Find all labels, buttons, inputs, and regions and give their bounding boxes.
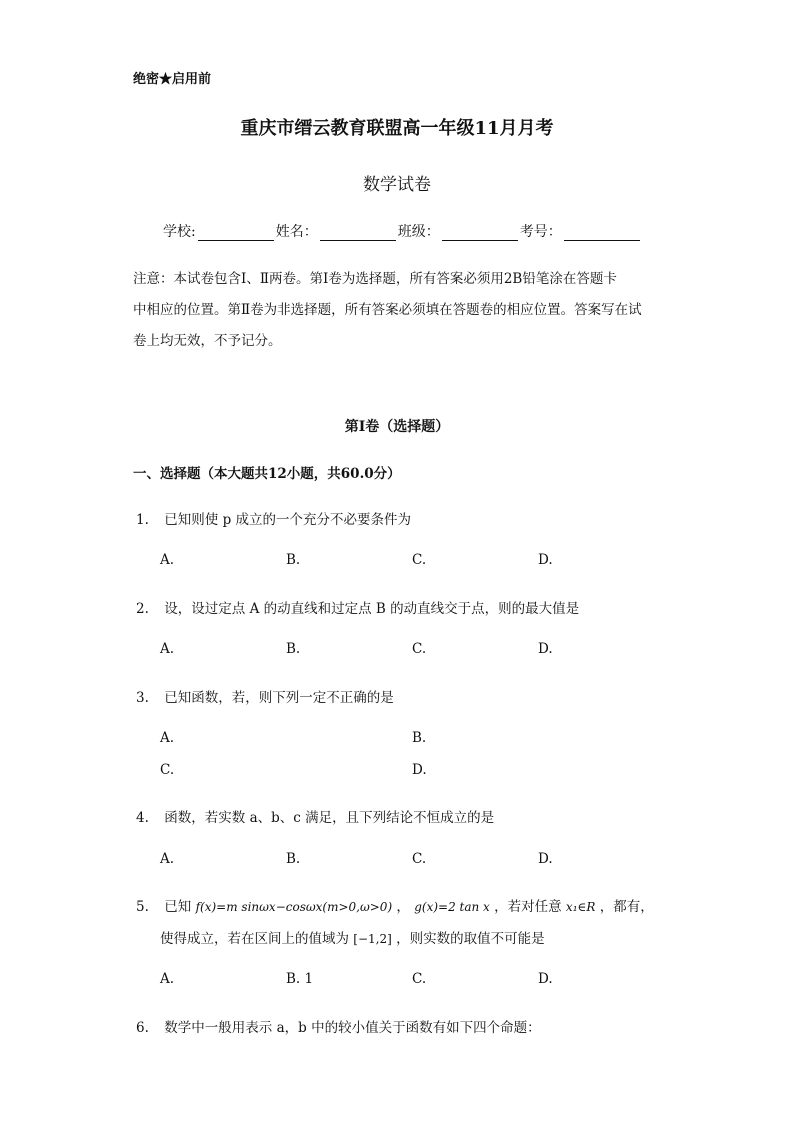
exam-number-label: 考号：	[519, 224, 562, 240]
option-b[interactable]: B. 1	[286, 971, 314, 987]
question-5	[136, 895, 654, 915]
question-text: ，	[396, 899, 410, 915]
question-5-line-2	[160, 927, 545, 947]
option-b[interactable]: B.	[286, 641, 301, 657]
question-number: 5.	[136, 899, 149, 915]
question-text: 数学中一般用表示 a，b 中的较小值关于函数有如下四个命题：	[164, 1020, 541, 1036]
question-3	[136, 686, 394, 706]
option-a[interactable]: A.	[160, 552, 175, 568]
option-a[interactable]: A.	[160, 730, 175, 746]
question-text: ，若对任意	[494, 899, 562, 915]
formula-range: [−1,2]	[353, 932, 392, 946]
option-a[interactable]: A.	[160, 971, 175, 987]
option-b[interactable]: B.	[412, 730, 427, 746]
class-blank[interactable]	[442, 226, 518, 241]
name-label: 姓名：	[275, 224, 318, 240]
option-d[interactable]: D.	[538, 641, 553, 657]
school-blank[interactable]	[198, 226, 274, 241]
school-label: 学校:	[163, 224, 196, 240]
exam-notice	[133, 264, 673, 357]
notice-line: 中相应的位置。第Ⅱ卷为非选择题，所有答案必须填在答题卷的相应位置。答案写在试	[133, 302, 642, 318]
option-a[interactable]: A.	[160, 641, 175, 657]
notice-line: 注意：本试卷包含Ⅰ、Ⅱ两卷。第Ⅰ卷为选择题，所有答案必须用2B铅笔涂在答题卡	[133, 271, 617, 287]
option-d[interactable]: D.	[538, 552, 553, 568]
question-text: 已知函数，若，则下列一定不正确的是	[164, 690, 394, 706]
notice-line: 卷上均无效，不予记分。	[133, 333, 282, 349]
option-c[interactable]: C.	[412, 851, 427, 867]
question-text: 函数，若实数 a、b、c 满足，且下列结论不恒成立的是	[164, 810, 495, 826]
option-c[interactable]: C.	[412, 641, 427, 657]
question-number: 3.	[136, 690, 149, 706]
option-b[interactable]: B.	[286, 552, 301, 568]
option-d[interactable]: D.	[538, 971, 553, 987]
question-text: ，则实数的取值不可能是	[396, 931, 545, 947]
option-c[interactable]: C.	[412, 552, 427, 568]
formula-x1: x₁∈R	[565, 900, 596, 914]
question-number: 6.	[136, 1020, 149, 1036]
question-text: 已知则使 p 成立的一个充分不必要条件为	[164, 512, 412, 528]
class-label: 班级：	[397, 224, 440, 240]
exam-number-blank[interactable]	[564, 226, 640, 241]
formula-f: f(x)=m sinωx−cosωx(m>0,ω>0)	[195, 900, 393, 914]
question-number: 2.	[136, 601, 149, 617]
option-a[interactable]: A.	[160, 851, 175, 867]
option-d[interactable]: D.	[538, 851, 553, 867]
question-2	[136, 597, 579, 617]
option-c[interactable]: C.	[160, 762, 175, 778]
question-text: 已知	[164, 899, 192, 915]
question-number: 1.	[136, 512, 149, 528]
formula-g: g(x)=2 tan x	[414, 900, 490, 914]
section-one-title: 一、选择题（本大题共12小题，共60.0分）	[133, 466, 401, 482]
option-d[interactable]: D.	[412, 762, 427, 778]
question-text: 设，设过定点 A 的动直线和过定点 B 的动直线交于点，则的最大值是	[164, 601, 580, 617]
option-c[interactable]: C.	[412, 971, 427, 987]
question-4	[136, 806, 494, 826]
confidential-label: 绝密★启用前	[133, 72, 212, 87]
question-number: 4.	[136, 810, 149, 826]
question-text: 使得成立，若在区间上的值域为	[160, 931, 349, 947]
question-text: ，都有，	[599, 899, 654, 915]
name-blank[interactable]	[320, 226, 396, 241]
question-6	[136, 1016, 541, 1036]
question-1	[136, 508, 411, 528]
exam-title: 重庆市缙云教育联盟高一年级11月月考	[240, 118, 554, 139]
option-b[interactable]: B.	[286, 851, 301, 867]
part-one-title: 第Ⅰ卷（选择题）	[344, 419, 450, 435]
exam-subtitle: 数学试卷	[363, 175, 431, 195]
student-info-fields	[163, 221, 642, 241]
